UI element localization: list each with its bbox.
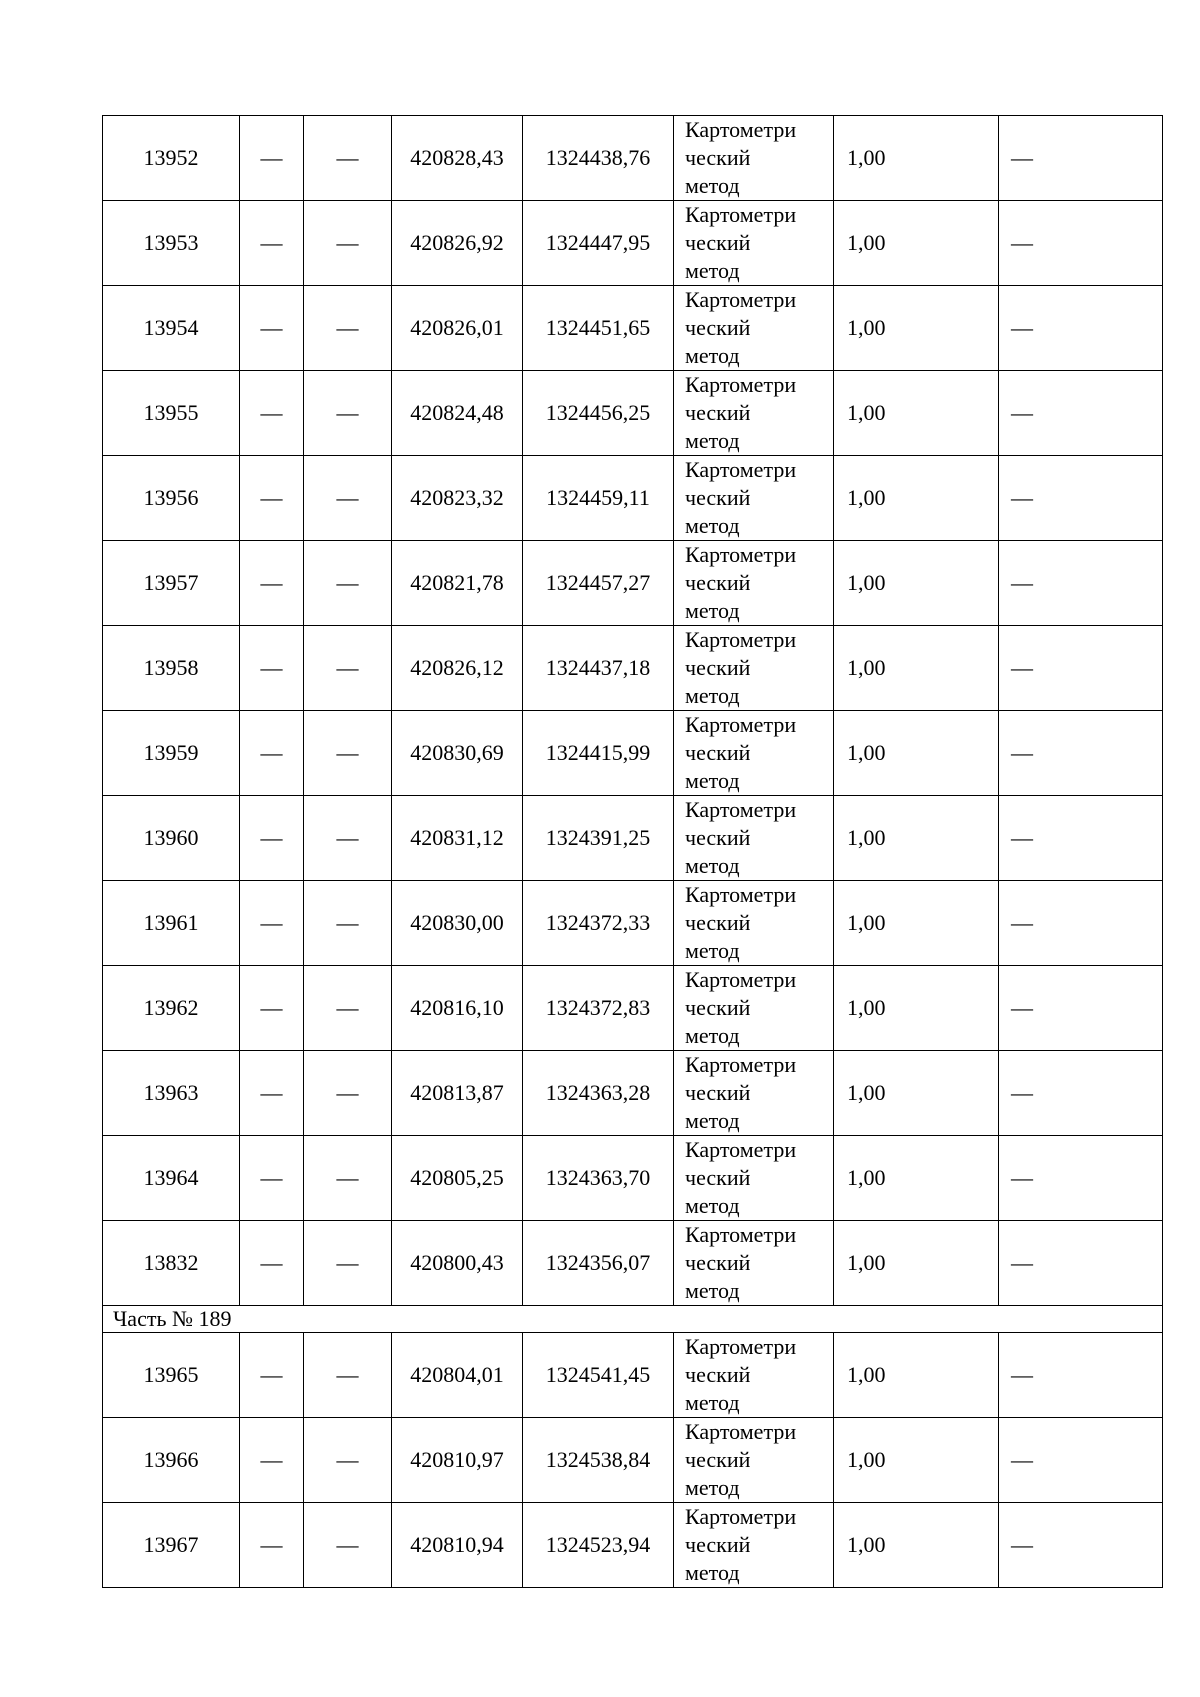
method-cell	[674, 1136, 834, 1221]
table-row	[103, 1221, 1163, 1306]
accuracy-cell: 1,00	[834, 541, 999, 626]
y-coordinate-cell: 1324415,99	[523, 711, 674, 796]
y-coordinate-cell: 1324391,25	[523, 796, 674, 881]
y-coordinate-cell: 1324538,84	[523, 1418, 674, 1503]
y-coordinate-cell: 1324372,33	[523, 881, 674, 966]
col2-cell: —	[240, 1136, 304, 1221]
col2-cell: —	[240, 286, 304, 371]
method-line: метод	[685, 853, 740, 878]
method-line: Картометри	[685, 1504, 797, 1529]
x-coordinate-cell: 420805,25	[392, 1136, 523, 1221]
x-coordinate-cell: 420830,00	[392, 881, 523, 966]
point-number-cell: 13958	[103, 626, 240, 711]
method-line: ческий	[685, 655, 751, 680]
note-cell: —	[999, 1333, 1163, 1418]
y-coordinate-cell: 1324363,70	[523, 1136, 674, 1221]
note-cell: —	[999, 626, 1163, 711]
x-coordinate-cell: 420824,48	[392, 371, 523, 456]
col3-cell: —	[304, 881, 392, 966]
method-line: ческий	[685, 995, 751, 1020]
method-line: метод	[685, 768, 740, 793]
method-line: Картометри	[685, 1137, 797, 1162]
method-line: Картометри	[685, 542, 797, 567]
table-row	[103, 371, 1163, 456]
x-coordinate-cell: 420804,01	[392, 1333, 523, 1418]
method-line: ческий	[685, 145, 751, 170]
method-cell	[674, 1333, 834, 1418]
table-row	[103, 286, 1163, 371]
point-number-cell: 13963	[103, 1051, 240, 1136]
table-row	[103, 626, 1163, 711]
col2-cell: —	[240, 711, 304, 796]
point-number-cell: 13962	[103, 966, 240, 1051]
col2-cell: —	[240, 796, 304, 881]
method-cell	[674, 286, 834, 371]
method-cell	[674, 626, 834, 711]
col2-cell: —	[240, 201, 304, 286]
method-cell	[674, 541, 834, 626]
x-coordinate-cell: 420821,78	[392, 541, 523, 626]
note-cell: —	[999, 796, 1163, 881]
accuracy-cell: 1,00	[834, 626, 999, 711]
coordinates-table	[102, 115, 1163, 1588]
col3-cell: —	[304, 1051, 392, 1136]
table-row	[103, 456, 1163, 541]
method-line: Картометри	[685, 117, 797, 142]
method-line: Картометри	[685, 1222, 797, 1247]
y-coordinate-cell: 1324459,11	[523, 456, 674, 541]
col2-cell: —	[240, 881, 304, 966]
point-number-cell: 13955	[103, 371, 240, 456]
x-coordinate-cell: 420831,12	[392, 796, 523, 881]
note-cell: —	[999, 711, 1163, 796]
method-cell	[674, 371, 834, 456]
method-cell	[674, 456, 834, 541]
method-line: ческий	[685, 1447, 751, 1472]
method-line: метод	[685, 1278, 740, 1303]
col3-cell: —	[304, 1221, 392, 1306]
col3-cell: —	[304, 371, 392, 456]
point-number-cell: 13964	[103, 1136, 240, 1221]
col3-cell: —	[304, 711, 392, 796]
point-number-cell: 13952	[103, 116, 240, 201]
table-body-after	[103, 1333, 1163, 1588]
x-coordinate-cell: 420816,10	[392, 966, 523, 1051]
method-line: метод	[685, 1390, 740, 1415]
col3-cell: —	[304, 1136, 392, 1221]
method-line: метод	[685, 1023, 740, 1048]
note-cell: —	[999, 541, 1163, 626]
note-cell: —	[999, 1503, 1163, 1588]
x-coordinate-cell: 420813,87	[392, 1051, 523, 1136]
point-number-cell: 13967	[103, 1503, 240, 1588]
col3-cell: —	[304, 456, 392, 541]
point-number-cell: 13960	[103, 796, 240, 881]
point-number-cell: 13956	[103, 456, 240, 541]
method-line: метод	[685, 1475, 740, 1500]
method-line: ческий	[685, 1532, 751, 1557]
col2-cell: —	[240, 371, 304, 456]
y-coordinate-cell: 1324523,94	[523, 1503, 674, 1588]
x-coordinate-cell: 420823,32	[392, 456, 523, 541]
method-cell	[674, 116, 834, 201]
x-coordinate-cell: 420830,69	[392, 711, 523, 796]
method-line: Картометри	[685, 967, 797, 992]
method-line: метод	[685, 1108, 740, 1133]
col2-cell: —	[240, 116, 304, 201]
col3-cell: —	[304, 116, 392, 201]
method-line: Картометри	[685, 1334, 797, 1359]
y-coordinate-cell: 1324438,76	[523, 116, 674, 201]
col3-cell: —	[304, 286, 392, 371]
method-cell	[674, 796, 834, 881]
method-line: ческий	[685, 1362, 751, 1387]
method-line: ческий	[685, 315, 751, 340]
col3-cell: —	[304, 796, 392, 881]
method-line: ческий	[685, 230, 751, 255]
accuracy-cell: 1,00	[834, 711, 999, 796]
method-line: метод	[685, 513, 740, 538]
y-coordinate-cell: 1324457,27	[523, 541, 674, 626]
method-line: ческий	[685, 1250, 751, 1275]
method-line: метод	[685, 173, 740, 198]
table-row	[103, 1503, 1163, 1588]
accuracy-cell: 1,00	[834, 286, 999, 371]
table-row	[103, 1136, 1163, 1221]
method-line: Картометри	[685, 797, 797, 822]
note-cell: —	[999, 286, 1163, 371]
table-row	[103, 116, 1163, 201]
accuracy-cell: 1,00	[834, 881, 999, 966]
method-line: метод	[685, 1193, 740, 1218]
accuracy-cell: 1,00	[834, 966, 999, 1051]
accuracy-cell: 1,00	[834, 796, 999, 881]
method-line: Картометри	[685, 457, 797, 482]
method-line: ческий	[685, 740, 751, 765]
method-cell	[674, 1503, 834, 1588]
accuracy-cell: 1,00	[834, 116, 999, 201]
col3-cell: —	[304, 966, 392, 1051]
note-cell: —	[999, 1136, 1163, 1221]
accuracy-cell: 1,00	[834, 1333, 999, 1418]
method-line: метод	[685, 938, 740, 963]
x-coordinate-cell: 420810,94	[392, 1503, 523, 1588]
method-line: ческий	[685, 570, 751, 595]
note-cell: —	[999, 116, 1163, 201]
col2-cell: —	[240, 1333, 304, 1418]
accuracy-cell: 1,00	[834, 456, 999, 541]
method-line: метод	[685, 1560, 740, 1585]
point-number-cell: 13961	[103, 881, 240, 966]
table-section	[103, 1306, 1163, 1333]
method-cell	[674, 1221, 834, 1306]
point-number-cell: 13832	[103, 1221, 240, 1306]
note-cell: —	[999, 966, 1163, 1051]
method-line: Картометри	[685, 627, 797, 652]
point-number-cell: 13959	[103, 711, 240, 796]
table-row	[103, 711, 1163, 796]
x-coordinate-cell: 420826,12	[392, 626, 523, 711]
x-coordinate-cell: 420826,01	[392, 286, 523, 371]
method-cell	[674, 881, 834, 966]
method-line: ческий	[685, 400, 751, 425]
col2-cell: —	[240, 1051, 304, 1136]
accuracy-cell: 1,00	[834, 1221, 999, 1306]
y-coordinate-cell: 1324541,45	[523, 1333, 674, 1418]
y-coordinate-cell: 1324356,07	[523, 1221, 674, 1306]
col3-cell: —	[304, 1333, 392, 1418]
note-cell: —	[999, 1418, 1163, 1503]
point-number-cell: 13965	[103, 1333, 240, 1418]
table-row	[103, 1333, 1163, 1418]
note-cell: —	[999, 881, 1163, 966]
method-line: метод	[685, 683, 740, 708]
point-number-cell: 13957	[103, 541, 240, 626]
col2-cell: —	[240, 1503, 304, 1588]
section-label: Часть № 189	[103, 1306, 1163, 1333]
method-line: Картометри	[685, 372, 797, 397]
accuracy-cell: 1,00	[834, 371, 999, 456]
table-row	[103, 541, 1163, 626]
col2-cell: —	[240, 1221, 304, 1306]
method-line: Картометри	[685, 1052, 797, 1077]
col3-cell: —	[304, 201, 392, 286]
point-number-cell: 13953	[103, 201, 240, 286]
col2-cell: —	[240, 1418, 304, 1503]
method-line: метод	[685, 428, 740, 453]
method-line: метод	[685, 258, 740, 283]
method-line: Картометри	[685, 712, 797, 737]
accuracy-cell: 1,00	[834, 201, 999, 286]
point-number-cell: 13954	[103, 286, 240, 371]
table-row	[103, 1418, 1163, 1503]
method-line: ческий	[685, 910, 751, 935]
method-cell	[674, 1418, 834, 1503]
table-row	[103, 201, 1163, 286]
y-coordinate-cell: 1324451,65	[523, 286, 674, 371]
y-coordinate-cell: 1324372,83	[523, 966, 674, 1051]
method-line: ческий	[685, 825, 751, 850]
y-coordinate-cell: 1324456,25	[523, 371, 674, 456]
accuracy-cell: 1,00	[834, 1136, 999, 1221]
table-body-before	[103, 116, 1163, 1306]
col2-cell: —	[240, 541, 304, 626]
note-cell: —	[999, 371, 1163, 456]
table-row	[103, 966, 1163, 1051]
note-cell: —	[999, 456, 1163, 541]
col3-cell: —	[304, 626, 392, 711]
y-coordinate-cell: 1324447,95	[523, 201, 674, 286]
x-coordinate-cell: 420800,43	[392, 1221, 523, 1306]
method-cell	[674, 966, 834, 1051]
accuracy-cell: 1,00	[834, 1051, 999, 1136]
method-line: ческий	[685, 1165, 751, 1190]
y-coordinate-cell: 1324363,28	[523, 1051, 674, 1136]
col3-cell: —	[304, 541, 392, 626]
method-line: ческий	[685, 485, 751, 510]
col2-cell: —	[240, 456, 304, 541]
section-row	[103, 1306, 1163, 1333]
col3-cell: —	[304, 1418, 392, 1503]
table-row	[103, 1051, 1163, 1136]
col3-cell: —	[304, 1503, 392, 1588]
y-coordinate-cell: 1324437,18	[523, 626, 674, 711]
note-cell: —	[999, 1221, 1163, 1306]
method-line: Картометри	[685, 1419, 797, 1444]
method-line: Картометри	[685, 202, 797, 227]
col2-cell: —	[240, 966, 304, 1051]
x-coordinate-cell: 420826,92	[392, 201, 523, 286]
method-line: Картометри	[685, 287, 797, 312]
accuracy-cell: 1,00	[834, 1503, 999, 1588]
method-line: метод	[685, 343, 740, 368]
x-coordinate-cell: 420810,97	[392, 1418, 523, 1503]
note-cell: —	[999, 1051, 1163, 1136]
note-cell: —	[999, 201, 1163, 286]
table-row	[103, 881, 1163, 966]
method-line: ческий	[685, 1080, 751, 1105]
method-cell	[674, 201, 834, 286]
method-cell	[674, 1051, 834, 1136]
col2-cell: —	[240, 626, 304, 711]
x-coordinate-cell: 420828,43	[392, 116, 523, 201]
method-cell	[674, 711, 834, 796]
table-row	[103, 796, 1163, 881]
accuracy-cell: 1,00	[834, 1418, 999, 1503]
method-line: Картометри	[685, 882, 797, 907]
method-line: метод	[685, 598, 740, 623]
point-number-cell: 13966	[103, 1418, 240, 1503]
